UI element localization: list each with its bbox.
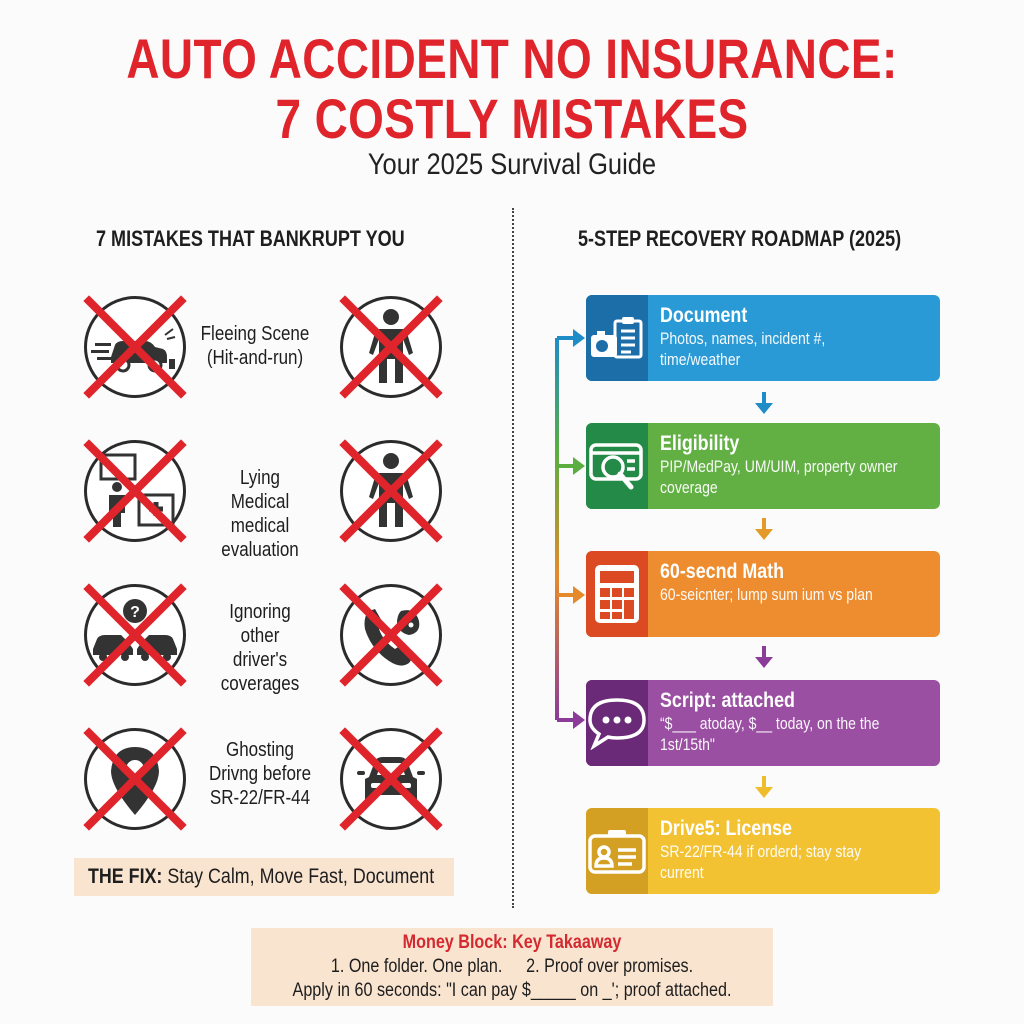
the-fix-banner xyxy=(74,858,454,896)
step-title: 60-secnd Math xyxy=(660,560,784,583)
roadmap-step-license xyxy=(586,808,940,894)
roadmap-step-math xyxy=(586,551,940,637)
mistake-label-line: coverages xyxy=(220,673,300,695)
medical-evaluation-icon xyxy=(84,440,186,542)
step-title: Eligibility xyxy=(660,432,740,455)
mistake-label-line: (Hit-and-run) xyxy=(206,347,304,369)
roadmap-heading: 5-STEP RECOVERY ROADMAP (2025) xyxy=(578,226,902,251)
person-icon xyxy=(340,440,442,542)
roadmap-step-script xyxy=(586,680,940,766)
location-pin-icon xyxy=(84,728,186,830)
fix-label: THE FIX: xyxy=(88,865,163,888)
mistake-label-line: Ignoring xyxy=(229,601,291,623)
arrow-down-icon xyxy=(762,392,766,404)
step-title: Script: attached xyxy=(660,689,795,712)
mistake-label-line: medical xyxy=(230,515,290,537)
step-description: “$___ atoday, $__ today, on the the 1st/15th" xyxy=(660,715,880,754)
money-block-title: Money Block: Key Takaaway xyxy=(402,932,622,953)
mistake-label-line: Fleeing Scene xyxy=(200,323,310,345)
main-title-line-1: AUTO ACCIDENT NO INSURANCE: xyxy=(126,27,898,90)
mistake-label-line: SR-22/FR-44 xyxy=(209,787,311,809)
id-card-icon xyxy=(586,808,648,894)
mistake-label-line: other xyxy=(240,625,280,647)
arrow-right-icon xyxy=(557,718,575,722)
step-description: PIP/MedPay, UM/UIM, property owner coverage xyxy=(660,458,898,497)
arrow-down-icon xyxy=(762,646,766,658)
step-description: Photos, names, incident #, time/weather xyxy=(660,330,826,369)
mistakes-heading: 7 MISTAKES THAT BANKRUPT YOU xyxy=(96,226,405,251)
main-title-line-2: 7 COSTLY MISTAKES xyxy=(275,87,749,150)
speech-bubble-icon xyxy=(586,680,648,766)
question-collision-icon xyxy=(84,584,186,686)
money-block-apply: Apply in 60 seconds: "I can pay $_____ on _'; proof attached. xyxy=(292,980,732,1001)
mistake-label-line: driver's xyxy=(232,649,288,671)
person-icon xyxy=(340,296,442,398)
mistake-label-line: Medical xyxy=(230,491,290,513)
mistake-label-line: Drivng before xyxy=(208,763,312,785)
fleeing-car-icon xyxy=(84,296,186,398)
arrow-right-icon xyxy=(557,464,575,468)
money-block xyxy=(251,928,773,1006)
step-description: SR-22/FR-44 if orderd; stay stay current xyxy=(660,843,862,882)
arrow-right-icon xyxy=(557,336,575,340)
camera-clipboard-icon xyxy=(586,295,648,381)
roadmap-step-document xyxy=(586,295,940,381)
subtitle: Your 2025 Survival Guide xyxy=(367,148,657,181)
svg-text:?: ? xyxy=(130,604,140,621)
column-divider xyxy=(512,208,514,908)
mistake-label-line: Lying xyxy=(239,467,281,489)
step-title: Document xyxy=(660,304,748,327)
arrow-right-icon xyxy=(557,593,575,597)
phone-call-icon xyxy=(340,584,442,686)
money-block-point-1: 1. One folder. One plan. xyxy=(330,956,503,977)
arrow-down-icon xyxy=(762,518,766,530)
mistake-label-line: Ghosting xyxy=(225,739,295,761)
fix-text: Stay Calm, Move Fast, Document xyxy=(162,865,435,888)
money-block-point-2: 2. Proof over promises. xyxy=(526,956,694,977)
mistake-label-line: evaluation xyxy=(221,539,299,561)
arrow-down-icon xyxy=(762,776,766,788)
roadmap-connector-line xyxy=(555,338,559,720)
roadmap-step-eligibility xyxy=(586,423,940,509)
step-title: Drive5: License xyxy=(660,817,792,840)
card-search-icon xyxy=(586,423,648,509)
step-description: 60-seicnter; lump sum ium vs plan xyxy=(660,586,873,604)
calculator-icon xyxy=(586,551,648,637)
car-front-icon xyxy=(340,728,442,830)
